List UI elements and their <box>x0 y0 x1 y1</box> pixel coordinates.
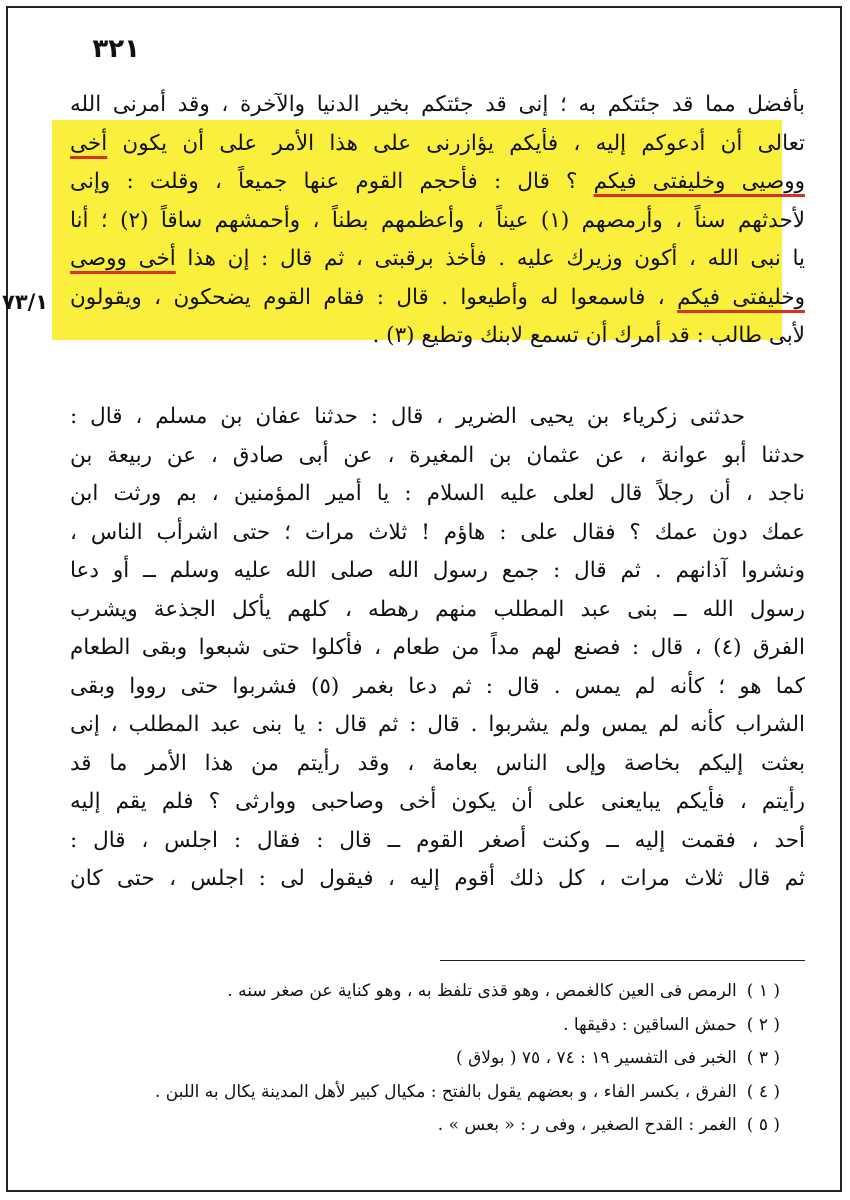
text-line: تعالى أن أدعوكم إليه ، فأيكم يؤازرنى على هذا الأمر على أن يكون أخى <box>70 130 805 156</box>
text-line: أحد ، فقمت إليه ــ وكنت أصغر القوم ــ قال : فقال : اجلس ، قال : <box>70 827 805 853</box>
text-line: لأحدثهم سناً ، وأرمصهم (١) عيناً ، وأعظمهم بطناً ، وأحمشهم ساقاً (٢) ؛ أنا <box>70 207 805 233</box>
text-line: ناجد ، أن رجلاً قال لعلى عليه السلام : يا أمير المؤمنين ، بم ورثت ابن <box>70 481 805 506</box>
footnote-divider <box>440 960 805 961</box>
text-line: رأيتم ، فأيكم يبايعنى على أن يكون أخى وصاحبى ووارثى ؟ فلم يقم إليه <box>70 789 805 814</box>
footnote-text: الغمر : القدح الصغير ، وفى ر : « بعس » . <box>437 1115 737 1135</box>
footnote-number: ( ١ ) <box>746 981 780 1001</box>
text-line: عمك دون عمك ؟ فقال على : هاؤم ! ثلاث مرات ؛ حتى اشرأب الناس ، <box>70 519 805 545</box>
text-line: ووصيى وخليفتى فيكم ؟ قال : فأحجم القوم عنها جميعاً ، وقلت : وإنى <box>70 169 805 194</box>
text-line: حدثنا أبو عوانة ، عن عثمان بن المغيرة ، عن أبى صادق ، عن ربيعة بن <box>70 442 805 468</box>
footnote <box>70 975 780 1009</box>
footnote-number: ( ٣ ) <box>746 1048 780 1068</box>
footnote <box>70 1076 780 1110</box>
footnote-number: ( ٥ ) <box>746 1115 780 1135</box>
text-line: بعثت إليكم بخاصة وإلى الناس بعامة ، وقد رأيتم من هذا الأمر ما قد <box>70 750 805 776</box>
underlined-phrase: أخى ووصى <box>70 246 176 271</box>
text-line: ونشروا آذانهم . ثم قال : جمع رسول الله صلى الله عليه وسلم ــ أو دعا <box>70 558 805 583</box>
footnote-number: ( ٤ ) <box>746 1081 780 1102</box>
underlined-word: أخى <box>70 130 108 156</box>
underlined-phrase: ووصيى وخليفتى فيكم <box>593 169 805 194</box>
text-line: ثم قال ثلاث مرات ، كل ذلك أقوم إليه ، فيقول لى : اجلس ، حتى كان <box>70 866 805 891</box>
footnote <box>70 1109 780 1143</box>
margin-reference: ٧٣/١ <box>2 290 49 314</box>
text-line: بأفضل مما قد جئتكم به ؛ إنى قد جئتكم بخير الدنيا والآخرة ، وقد أمرنى الله <box>70 92 805 117</box>
second-paragraph <box>70 398 805 899</box>
main-text <box>70 86 805 356</box>
footnote-text: الرمص فى العين كالغمص ، وهو قذى تلفظ به ، وهو كناية عن صغر سنه . <box>227 981 737 1001</box>
text-line: حدثنى زكرياء بن يحيى الضرير ، قال : حدثنا عفان بن مسلم ، قال : <box>70 404 745 429</box>
footnote <box>70 1042 780 1076</box>
text-line: لأبى طالب : قد أمرك أن تسمع لابنك وتطيع (٣) . <box>372 323 805 348</box>
footnote <box>70 1009 780 1043</box>
footnote-text: الخبر فى التفسير ١٩ : ٧٤ ، ٧٥ ( بولاق ) <box>456 1048 737 1068</box>
footnote-text: الفرق ، بكسر الفاء ، و بعضهم يقول بالفتح : مكيال كبير لأهل المدينة يكال به اللبن . <box>154 1081 737 1102</box>
page-number: ٣٢١ <box>92 34 140 64</box>
footnotes <box>70 975 780 1143</box>
text-line: الشراب كأنه لم يمس ولم يشربوا . قال : ثم قال : يا بنى عبد المطلب ، إنى <box>70 712 805 737</box>
text-line: وخليفتى فيكم ، فاسمعوا له وأطيعوا . قال : فقام القوم يضحكون ، ويقولون <box>70 284 805 310</box>
text-line: يا نبى الله ، أكون وزيرك عليه . فأخذ برقبتى ، ثم قال : إن هذا أخى ووصى <box>70 246 805 271</box>
underlined-phrase: وخليفتى فيكم <box>677 284 805 310</box>
text-line: رسول الله ــ بنى عبد المطلب منهم رهطه ، كلهم يأكل الجذعة ويشرب <box>70 596 805 622</box>
footnote-number: ( ٢ ) <box>746 1014 780 1035</box>
text-line: كما هو ؛ كأنه لم يمس . قال : ثم دعا بغمر (٥) فشربوا حتى رووا وبقى <box>70 673 805 699</box>
text-line: الفرق (٤) ، قال : فصنع لهم مداً من طعام ، فأكلوا حتى شبعوا وبقى الطعام <box>70 635 805 660</box>
footnote-text: حمش الساقين : دقيقها . <box>563 1014 737 1035</box>
